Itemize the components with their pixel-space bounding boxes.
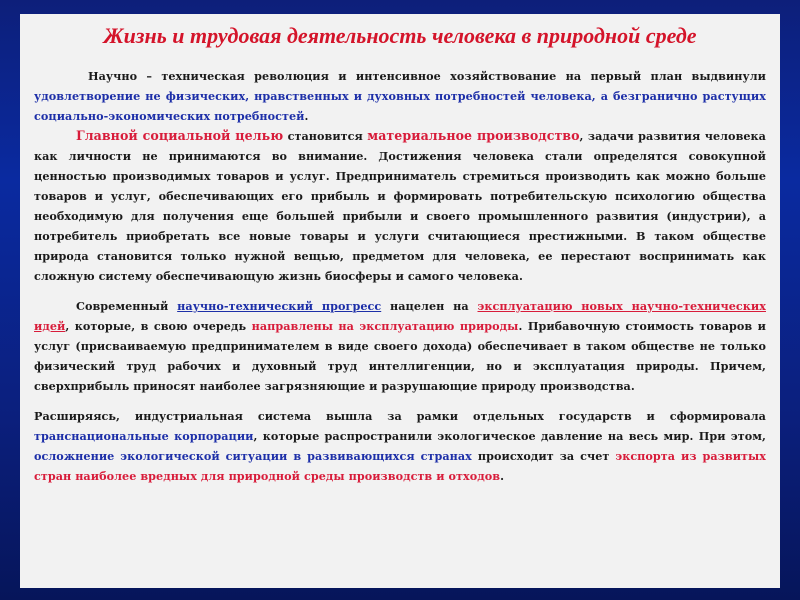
paragraph-3-highlight-nature: направлены на эксплуатацию природы xyxy=(251,319,519,333)
paragraph-2-text-b: , задачи развития человека как личности не принимаются во внимание. Достижения человека стали определятся совокупной ценностью производимых товаров и услуг. Предприниматель стремиться производить как можно больше товаров и услуг, обеспечивающих его прибыль и формировать потребительскую психологию общества необходимую для получения еще большей прибыли и своего промышленного развития (индустрии), а потребитель приобретать все новые товары и услуги считающиеся престижными. В таком обществе природа становится только нужной вещью, предметом для человека, ее перестают воспринимать как сложную систему обеспечивающую жизнь биосферы и самого человека. xyxy=(34,129,766,283)
paragraph-4-text-a: Расширяясь, индустриальная система вышла за рамки отдельных государств и сформировала xyxy=(34,409,766,423)
paragraph-4-text-d: . xyxy=(500,469,505,483)
paragraph-1-text: Научно – техническая революция и интенсивное хозяйствование на первый план выдвинули xyxy=(88,69,766,83)
paragraph-1 xyxy=(34,66,766,126)
paragraph-3-text-c: , которые, в свою очередь xyxy=(65,319,252,333)
paragraph-4-highlight-situation: осложнение экологической ситуации в развивающихся странах xyxy=(34,449,472,463)
paragraph-4 xyxy=(34,406,766,486)
paragraph-3-text-a: Современный xyxy=(76,299,178,313)
paragraph-3-text-d: . Прибавочную стоимость товаров и услуг (присваиваемую предпринимателем в виде своего дохода) обеспечивает в таком обществе не только физический труд рабочих и духовный труд интеллигенции, но и эксплуатация природы. Причем, сверхприбыль приносят наиболее загрязняющие и разрушающие природу производства. xyxy=(34,319,767,393)
paragraph-4-highlight-export: экспорта из развитых стран наиболее вредных для природной среды производств и отходов xyxy=(34,449,767,483)
paragraph-4-highlight-corporations: транснациональные корпорации xyxy=(34,429,254,443)
slide-content-panel xyxy=(20,14,780,588)
paragraph-2-highlight: материальное производство xyxy=(367,128,580,143)
slide-title: Жизнь и трудовая деятельность человека в природной среде xyxy=(103,23,697,48)
paragraph-1-highlight: удовлетворение не физических, нравственных и духовных потребностей человека, а безгранично растущих социально-экономических потребностей xyxy=(34,89,766,123)
paragraph-1-end: . xyxy=(304,109,309,123)
paragraph-3 xyxy=(34,296,766,396)
paragraph-4-text-c: происходит за счет xyxy=(471,449,616,463)
paragraph-3-highlight-ideas: эксплуатацию новых научно-технических идей xyxy=(34,299,766,333)
paragraph-4-text-b: , которые распространили экологическое давление на весь мир. При этом, xyxy=(253,429,766,443)
paragraph-2-text-a: становится xyxy=(283,129,368,143)
paragraph-2 xyxy=(34,126,766,286)
paragraph-3-highlight-progress: научно-технический прогресс xyxy=(177,299,382,313)
paragraph-3-text-b: нацелен на xyxy=(381,299,478,313)
paragraph-2-key-phrase: Главной социальной целью xyxy=(76,128,284,143)
